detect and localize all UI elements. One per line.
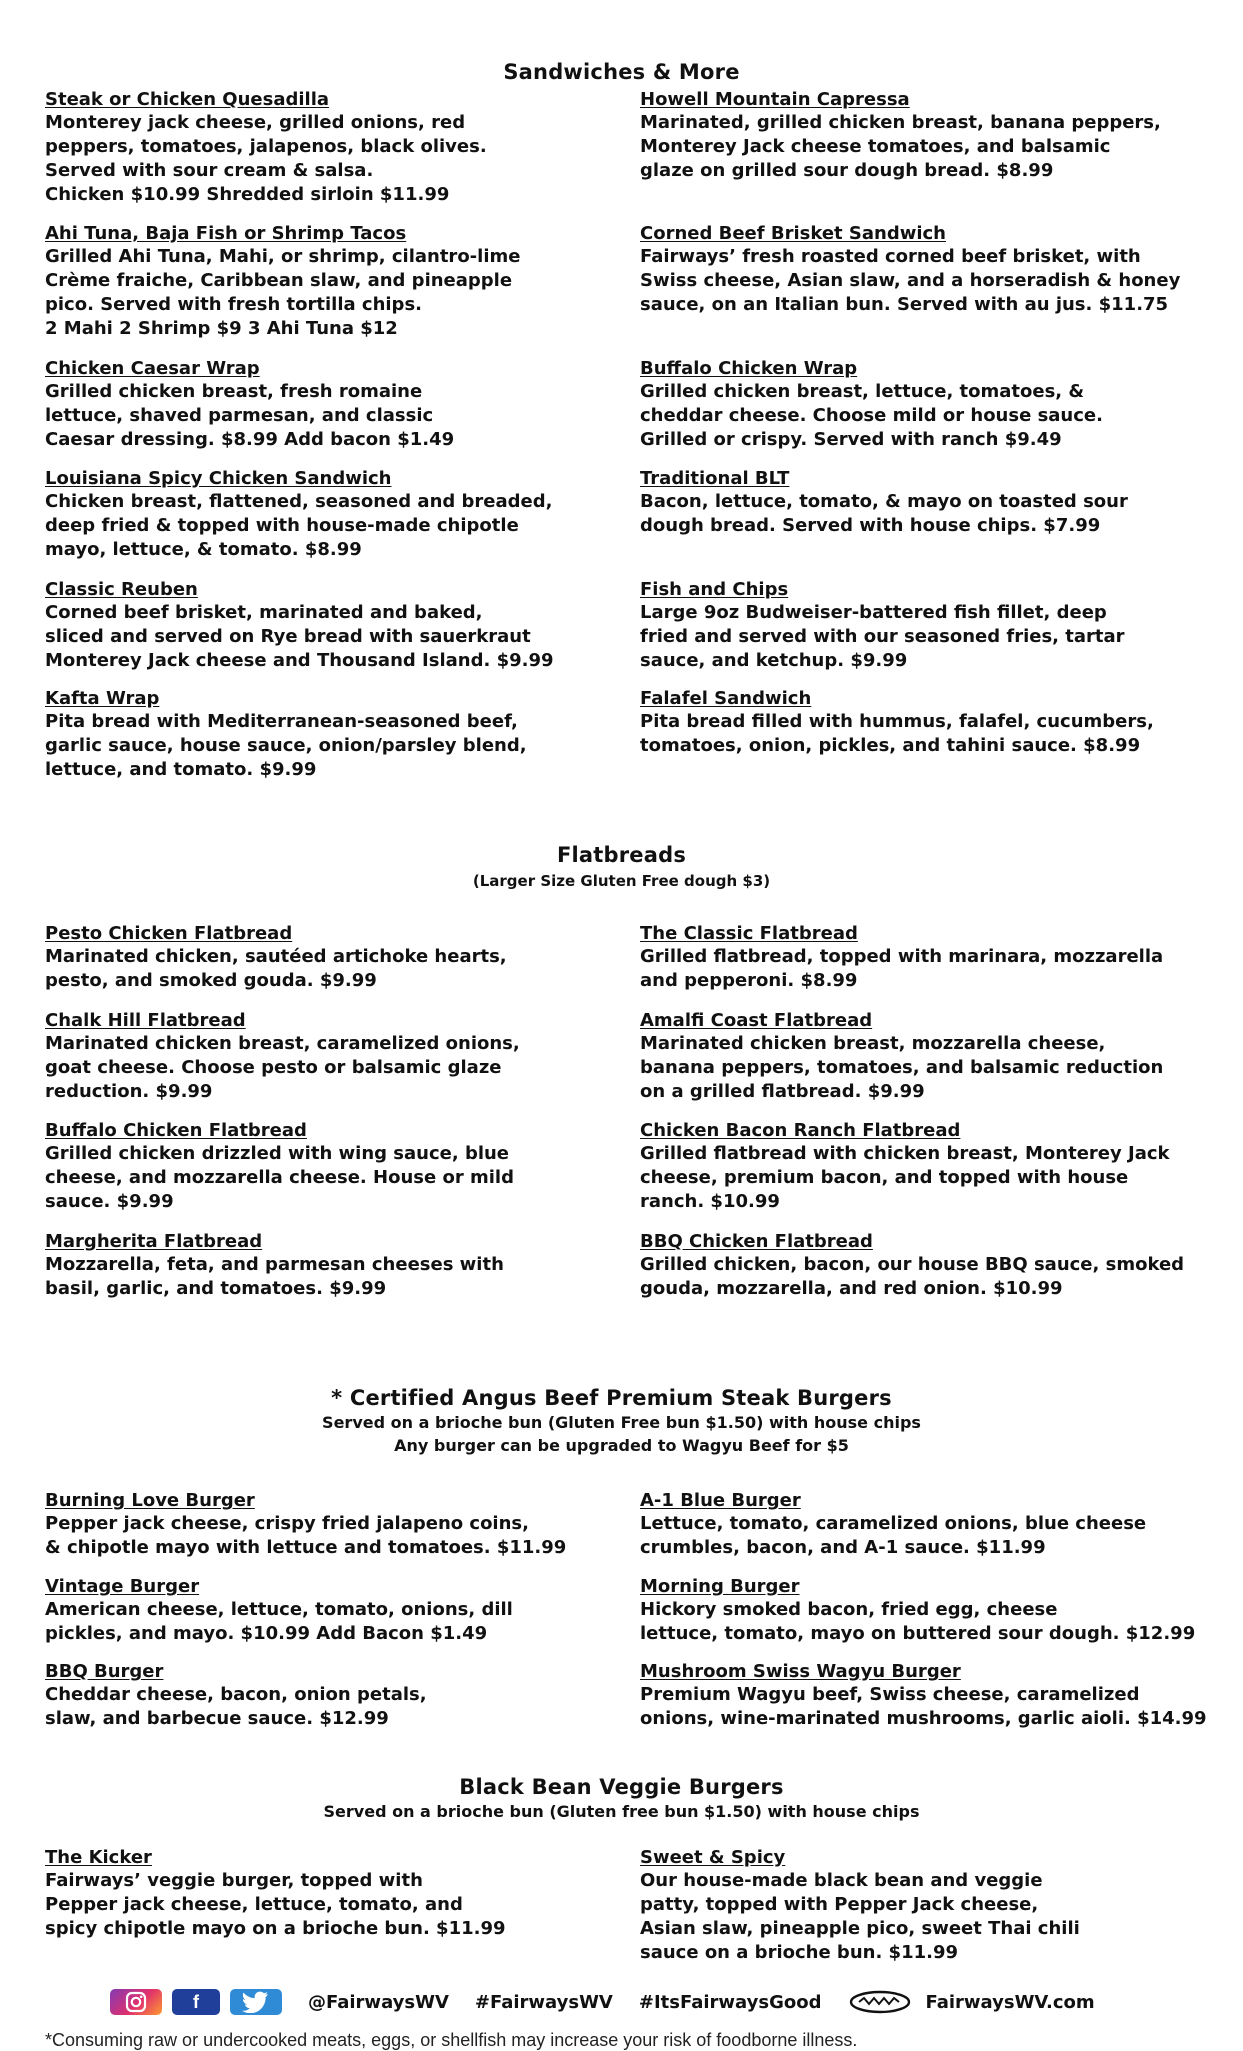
item-description: Fairways’ fresh roasted corned beef brisket, with Swiss cheese, Asian slaw, and a horseradish & honey sauce, on an Italian bun. Served with au jus. $11.75: [640, 246, 1181, 315]
menu-item: [640, 578, 1210, 673]
menu-item: [640, 687, 1210, 758]
item-name: Howell Mountain Capressa: [640, 89, 910, 110]
website-link[interactable]: FairwaysWV.com: [925, 1991, 1095, 2013]
flatbreads-subtitle: (Larger Size Gluten Free dough $3): [472, 872, 771, 890]
menu-item: [640, 1575, 1210, 1646]
twitter-icon[interactable]: [230, 1989, 282, 2015]
item-description: Grilled chicken breast, lettuce, tomatoes, & cheddar cheese. Choose mild or house sauce. Grilled or crispy. Served with ranch $9.49: [640, 381, 1103, 450]
item-description: Grilled chicken drizzled with wing sauce, blue cheese, and mozzarella cheese. House or mild sauce. $9.99: [45, 1143, 514, 1212]
item-description: Grilled Ahi Tuna, Mahi, or shrimp, cilantro-lime Crème fraiche, Caribbean slaw, and pineapple pico. Served with fresh tortilla chips. 2 Mahi 2 Shrimp $9 3 Ahi Tuna $12: [45, 246, 521, 339]
item-name: A-1 Blue Burger: [640, 1490, 801, 1511]
item-name: Falafel Sandwich: [640, 688, 812, 709]
social-handle[interactable]: @FairwaysWV: [308, 1991, 449, 2013]
facebook-icon[interactable]: f: [172, 1989, 220, 2015]
menu-item: [45, 1575, 605, 1646]
menu-item: [640, 467, 1210, 538]
menu-item: [45, 467, 605, 562]
menu-item: [45, 1846, 605, 1941]
menu-item: [45, 1489, 605, 1560]
item-description: Large 9oz Budweiser-battered fish fillet, deep fried and served with our seasoned fries, tartar sauce, and ketchup. $9.99: [640, 602, 1125, 671]
social-footer: [110, 1985, 1210, 2019]
section-title-sandwiches: Sandwiches & More: [503, 60, 740, 84]
item-description: Bacon, lettuce, tomato, & mayo on toasted sour dough bread. Served with house chips. $7.99: [640, 491, 1128, 536]
item-name: Fish and Chips: [640, 579, 789, 600]
menu-item: [45, 1119, 605, 1214]
item-name: Classic Reuben: [45, 579, 198, 600]
menu-item: [640, 1660, 1210, 1731]
section-title-burgers: * Certified Angus Beef Premium Steak Burgers: [331, 1386, 892, 1410]
menu-item: [45, 1660, 605, 1731]
item-name: Buffalo Chicken Wrap: [640, 358, 858, 379]
item-name: Burning Love Burger: [45, 1490, 255, 1511]
item-description: Premium Wagyu beef, Swiss cheese, caramelized onions, wine-marinated mushrooms, garlic aioli. $14.99: [640, 1684, 1207, 1729]
veggie-subtitle: Served on a brioche bun (Gluten free bun $1.50) with house chips: [323, 1802, 920, 1821]
menu-item: [45, 1009, 605, 1104]
item-name: Corned Beef Brisket Sandwich: [640, 223, 946, 244]
item-description: Pepper jack cheese, crispy fried jalapeno coins, & chipotle mayo with lettuce and tomatoes. $11.99: [45, 1513, 567, 1558]
menu-item: [45, 687, 605, 782]
hashtag[interactable]: #ItsFairwaysGood: [638, 1991, 822, 2013]
item-description: Monterey jack cheese, grilled onions, red peppers, tomatoes, jalapenos, black olives. Served with sour cream & salsa. Chicken $10.99 Shredded sirloin $11.99: [45, 112, 487, 205]
burgers-subtitle: Served on a brioche bun (Gluten Free bun $1.50) with house chips: [322, 1413, 921, 1432]
menu-item: [640, 1846, 1210, 1965]
item-name: The Classic Flatbread: [640, 923, 858, 944]
item-description: Mozzarella, feta, and parmesan cheeses with basil, garlic, and tomatoes. $9.99: [45, 1254, 504, 1299]
item-description: Grilled flatbread with chicken breast, Monterey Jack cheese, premium bacon, and topped with house ranch. $10.99: [640, 1143, 1170, 1212]
item-name: Buffalo Chicken Flatbread: [45, 1120, 307, 1141]
item-name: Mushroom Swiss Wagyu Burger: [640, 1661, 961, 1682]
item-name: Traditional BLT: [640, 468, 790, 489]
item-name: Chalk Hill Flatbread: [45, 1010, 246, 1031]
item-description: Lettuce, tomato, caramelized onions, blue cheese crumbles, bacon, and A-1 sauce. $11.99: [640, 1513, 1147, 1558]
item-description: American cheese, lettuce, tomato, onions, dill pickles, and mayo. $10.99 Add Bacon $1.49: [45, 1599, 513, 1644]
item-description: Marinated chicken breast, caramelized onions, goat cheese. Choose pesto or balsamic glaze reduction. $9.99: [45, 1033, 520, 1102]
instagram-icon[interactable]: [110, 1989, 162, 2015]
menu-item: [640, 357, 1210, 452]
menu-item: [640, 1489, 1210, 1560]
item-name: Chicken Bacon Ranch Flatbread: [640, 1120, 961, 1141]
menu-item: [45, 357, 605, 452]
menu-item: [45, 1230, 605, 1301]
item-name: Kafta Wrap: [45, 688, 160, 709]
item-name: Pesto Chicken Flatbread: [45, 923, 293, 944]
menu-item: [640, 1230, 1210, 1301]
item-name: The Kicker: [45, 1847, 152, 1868]
item-name: BBQ Chicken Flatbread: [640, 1231, 873, 1252]
menu-item: [45, 88, 605, 207]
menu-item: [640, 1119, 1210, 1214]
item-description: Grilled chicken breast, fresh romaine lettuce, shaved parmesan, and classic Caesar dressing. $8.99 Add bacon $1.49: [45, 381, 455, 450]
item-name: Vintage Burger: [45, 1576, 200, 1597]
menu-item: [45, 578, 605, 673]
hashtag[interactable]: #FairwaysWV: [474, 1991, 613, 2013]
item-description: Our house-made black bean and veggie patty, topped with Pepper Jack cheese, Asian slaw, pineapple pico, sweet Thai chili sauce on a brioche bun. $11.99: [640, 1870, 1080, 1963]
fairways-logo-icon: [849, 1990, 911, 2014]
item-name: Sweet & Spicy: [640, 1847, 786, 1868]
item-description: Cheddar cheese, bacon, onion petals, slaw, and barbecue sauce. $12.99: [45, 1684, 427, 1729]
item-description: Grilled flatbread, topped with marinara, mozzarella and pepperoni. $8.99: [640, 946, 1164, 991]
item-description: Grilled chicken, bacon, our house BBQ sauce, smoked gouda, mozzarella, and red onion. $10.99: [640, 1254, 1185, 1299]
item-name: Morning Burger: [640, 1576, 800, 1597]
item-description: Pita bread filled with hummus, falafel, cucumbers, tomatoes, onion, pickles, and tahini sauce. $8.99: [640, 711, 1154, 756]
item-name: Ahi Tuna, Baja Fish or Shrimp Tacos: [45, 223, 407, 244]
burgers-wagyu-note: Any burger can be upgraded to Wagyu Beef for $5: [394, 1436, 849, 1455]
item-description: Chicken breast, flattened, seasoned and breaded, deep fried & topped with house-made chipotle mayo, lettuce, & tomato. $8.99: [45, 491, 553, 560]
item-description: Fairways’ veggie burger, topped with Pepper jack cheese, lettuce, tomato, and spicy chipotle mayo on a brioche bun. $11.99: [45, 1870, 506, 1939]
item-description: Corned beef brisket, marinated and baked, sliced and served on Rye bread with sauerkraut Monterey Jack cheese and Thousand Island. $9.99: [45, 602, 554, 671]
item-name: Steak or Chicken Quesadilla: [45, 89, 330, 110]
item-description: Marinated chicken, sautéed artichoke hearts, pesto, and smoked gouda. $9.99: [45, 946, 507, 991]
item-name: Amalfi Coast Flatbread: [640, 1010, 873, 1031]
item-description: Marinated chicken breast, mozzarella cheese, banana peppers, tomatoes, and balsamic reduction on a grilled flatbread. $9.99: [640, 1033, 1164, 1102]
item-description: Pita bread with Mediterranean-seasoned beef, garlic sauce, house sauce, onion/parsley blend, lettuce, and tomato. $9.99: [45, 711, 527, 780]
food-safety-disclaimer: *Consuming raw or undercooked meats, eggs, or shellfish may increase your risk of foodborne illness.: [45, 2030, 858, 2050]
item-name: BBQ Burger: [45, 1661, 164, 1682]
item-name: Louisiana Spicy Chicken Sandwich: [45, 468, 392, 489]
menu-item: [45, 922, 605, 993]
menu-item: [45, 222, 605, 341]
section-title-flatbreads: Flatbreads: [556, 843, 687, 867]
menu-item: [640, 222, 1210, 317]
item-description: Hickory smoked bacon, fried egg, cheese lettuce, tomato, mayo on buttered sour dough. $12.99: [640, 1599, 1196, 1644]
item-name: Margherita Flatbread: [45, 1231, 263, 1252]
item-description: Marinated, grilled chicken breast, banana peppers, Monterey Jack cheese tomatoes, and balsamic glaze on grilled sour dough bread. $8.99: [640, 112, 1161, 181]
menu-item: [640, 88, 1210, 183]
menu-item: [640, 922, 1210, 993]
section-title-veggie: Black Bean Veggie Burgers: [459, 1775, 784, 1799]
item-name: Chicken Caesar Wrap: [45, 358, 260, 379]
menu-item: [640, 1009, 1210, 1104]
